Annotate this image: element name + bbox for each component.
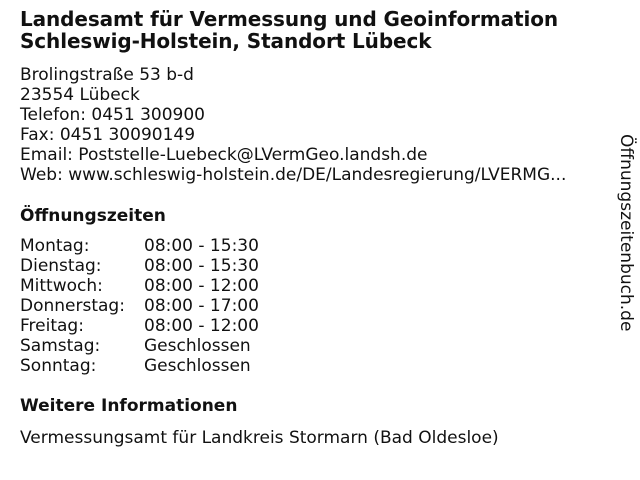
day-label: Sonntag:	[20, 356, 97, 376]
street-address: Brolingstraße 53 b-d	[20, 65, 194, 85]
hours-row-wednesday	[20, 276, 259, 296]
time-value: 08:00 - 15:30	[144, 256, 259, 276]
day-label: Mittwoch:	[20, 276, 103, 296]
time-value: Geschlossen	[144, 356, 251, 376]
opening-hours-heading: Öffnungszeiten	[20, 206, 166, 226]
email-line: Email: Poststelle-Luebeck@LVermGeo.landsh.de	[20, 145, 428, 165]
hours-row-thursday	[20, 296, 259, 316]
opening-hours-table	[20, 236, 259, 376]
time-value: 08:00 - 17:00	[144, 296, 259, 316]
web-line: Web: www.schleswig-holstein.de/DE/Landesregierung/LVERMG...	[20, 165, 567, 185]
time-value: 08:00 - 12:00	[144, 316, 259, 336]
hours-row-friday	[20, 316, 259, 336]
hours-row-monday	[20, 236, 259, 256]
time-value: Geschlossen	[144, 336, 251, 356]
time-value: 08:00 - 15:30	[144, 236, 259, 256]
more-info-heading: Weitere Informationen	[20, 396, 238, 416]
day-label: Donnerstag:	[20, 296, 125, 316]
hours-row-sunday	[20, 356, 259, 376]
address-block	[20, 65, 600, 185]
fax-line: Fax: 0451 30090149	[20, 125, 196, 145]
hours-row-saturday	[20, 336, 259, 356]
page-title: Landesamt für Vermessung und Geoinformation Schleswig-Holstein, Standort Lübeck	[20, 7, 558, 53]
day-label: Montag:	[20, 236, 90, 256]
more-info-text: Vermessungsamt für Landkreis Stormarn (Bad Oldesloe)	[20, 428, 499, 448]
day-label: Freitag:	[20, 316, 84, 336]
site-watermark: Öffnungszeitenbuch.de	[616, 134, 636, 332]
phone-line: Telefon: 0451 300900	[20, 105, 205, 125]
content-area	[20, 8, 600, 448]
hours-row-tuesday	[20, 256, 259, 276]
postal-city: 23554 Lübeck	[20, 85, 140, 105]
day-label: Samstag:	[20, 336, 101, 356]
time-value: 08:00 - 12:00	[144, 276, 259, 296]
day-label: Dienstag:	[20, 256, 102, 276]
